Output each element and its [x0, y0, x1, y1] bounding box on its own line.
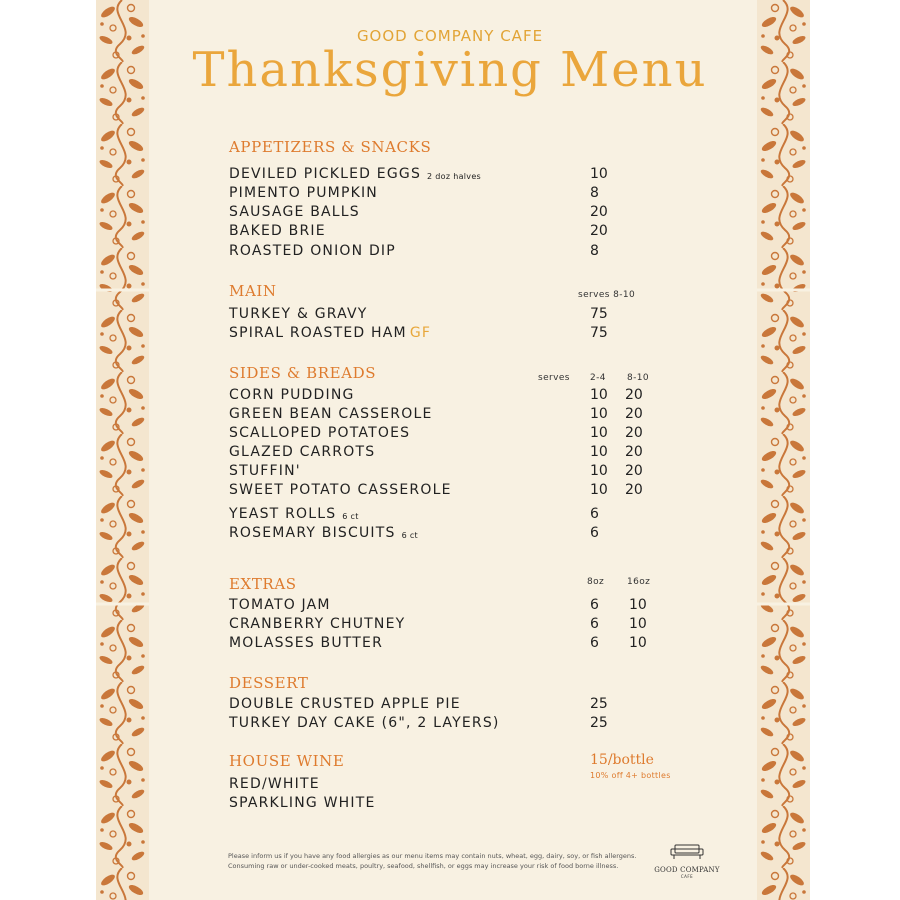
item-price-large: 20: [625, 444, 643, 460]
menu-item: SAUSAGE BALLS: [229, 204, 360, 220]
menu-item: [229, 506, 359, 522]
item-price: 8: [590, 185, 599, 201]
menu-item: CORN PUDDING: [229, 387, 355, 403]
item-name: DEVILED PICKLED EGGS: [229, 166, 422, 182]
item-price-large: 10: [629, 635, 647, 651]
menu-item: PIMENTO PUMPKIN: [229, 185, 378, 201]
section-title-main: MAIN: [229, 282, 277, 300]
item-price-small: 10: [590, 387, 608, 403]
serves-label: serves 8-10: [578, 290, 636, 300]
column-label-large: 16oz: [627, 577, 651, 587]
item-price-small: 6: [590, 635, 599, 651]
item-price-small: 6: [590, 597, 599, 613]
item-price-large: 20: [625, 482, 643, 498]
menu-item: SCALLOPED POTATOES: [229, 425, 411, 441]
menu-item: MOLASSES BUTTER: [229, 635, 384, 651]
item-price-small: 10: [590, 482, 608, 498]
item-note: 6 ct: [401, 531, 418, 540]
item-name: YEAST ROLLS: [229, 506, 337, 522]
wine-discount: 10% off 4+ bottles: [590, 771, 671, 780]
column-label-large: 8-10: [627, 373, 650, 383]
menu-item: SWEET POTATO CASSEROLE: [229, 482, 452, 498]
item-note: 6 ct: [342, 512, 359, 521]
menu-item: RED/WHITE: [229, 776, 320, 792]
right-floral-border: [757, 0, 810, 900]
item-name: ROSEMARY BISCUITS: [229, 525, 396, 541]
item-price: 8: [590, 243, 599, 259]
menu-page: [96, 0, 810, 900]
menu-item: SPARKLING WHITE: [229, 795, 376, 811]
section-title-appetizers: APPETIZERS & SNACKS: [229, 138, 432, 156]
menu-item: DOUBLE CRUSTED APPLE PIE: [229, 696, 461, 712]
item-price-small: 10: [590, 463, 608, 479]
item-price-large: 20: [625, 463, 643, 479]
column-label-small: 8oz: [587, 577, 605, 587]
menu-item: [229, 166, 481, 182]
disclaimer-line-2: Consuming raw or under-cooked meats, poultry, seafood, shellfish, or eggs may increase your risk of food borne illness.: [228, 862, 619, 870]
item-price-large: 20: [625, 406, 643, 422]
menu-item: CRANBERRY CHUTNEY: [229, 616, 406, 632]
section-title-wine: HOUSE WINE: [229, 752, 345, 770]
column-label-small: 2-4: [590, 373, 606, 383]
cafe-name: GOOD COMPANY CAFE: [356, 27, 544, 45]
wine-price: 15/bottle: [590, 752, 654, 768]
menu-title: Thanksgiving Menu: [192, 42, 708, 98]
section-title-extras: EXTRAS: [229, 575, 297, 593]
gluten-free-tag: GF: [409, 325, 432, 341]
section-title-sides: SIDES & BREADS: [229, 364, 377, 382]
serves-label: serves: [538, 373, 570, 383]
disclaimer-line-1: Please inform us if you have any food allergies as our menu items may contain nuts, wheat, egg, dairy, soy, or fish allergens.: [228, 852, 637, 860]
item-price-small: 6: [590, 616, 599, 632]
item-name: SPIRAL ROASTED HAM: [229, 325, 407, 341]
item-price: 10: [590, 166, 608, 182]
item-price: 25: [590, 696, 608, 712]
left-floral-pattern: [96, 0, 149, 900]
item-price-small: 6: [590, 506, 599, 522]
item-price-small: 6: [590, 525, 599, 541]
item-price-large: 20: [625, 425, 643, 441]
menu-item: GREEN BEAN CASSEROLE: [229, 406, 433, 422]
menu-item: GLAZED CARROTS: [229, 444, 376, 460]
item-price-large: 10: [629, 597, 647, 613]
item-price: 75: [590, 306, 608, 322]
allergy-disclaimer: [228, 851, 648, 871]
item-price-small: 10: [590, 444, 608, 460]
menu-item: BAKED BRIE: [229, 223, 326, 239]
right-floral-pattern: [757, 0, 810, 900]
logo-name: GOOD COMPANY: [654, 866, 720, 874]
sofa-icon: [667, 842, 707, 862]
cafe-logo: [650, 842, 724, 879]
item-price: 75: [590, 325, 608, 341]
menu-item: STUFFIN': [229, 463, 301, 479]
item-price-large: 20: [625, 387, 643, 403]
item-price-small: 10: [590, 406, 608, 422]
item-note: 2 doz halves: [427, 172, 482, 181]
item-price-large: 10: [629, 616, 647, 632]
menu-item: [229, 325, 431, 341]
item-price: 25: [590, 715, 608, 731]
item-price: 20: [590, 204, 608, 220]
item-price-small: 10: [590, 425, 608, 441]
left-floral-border: [96, 0, 149, 900]
menu-item: TOMATO JAM: [229, 597, 331, 613]
logo-subtitle: CAFE: [680, 874, 694, 879]
menu-item: [229, 525, 418, 541]
menu-item: TURKEY DAY CAKE (6", 2 LAYERS): [229, 715, 500, 731]
section-title-dessert: DESSERT: [229, 674, 309, 692]
menu-item: TURKEY & GRAVY: [229, 306, 368, 322]
menu-item: ROASTED ONION DIP: [229, 243, 396, 259]
item-price: 20: [590, 223, 608, 239]
